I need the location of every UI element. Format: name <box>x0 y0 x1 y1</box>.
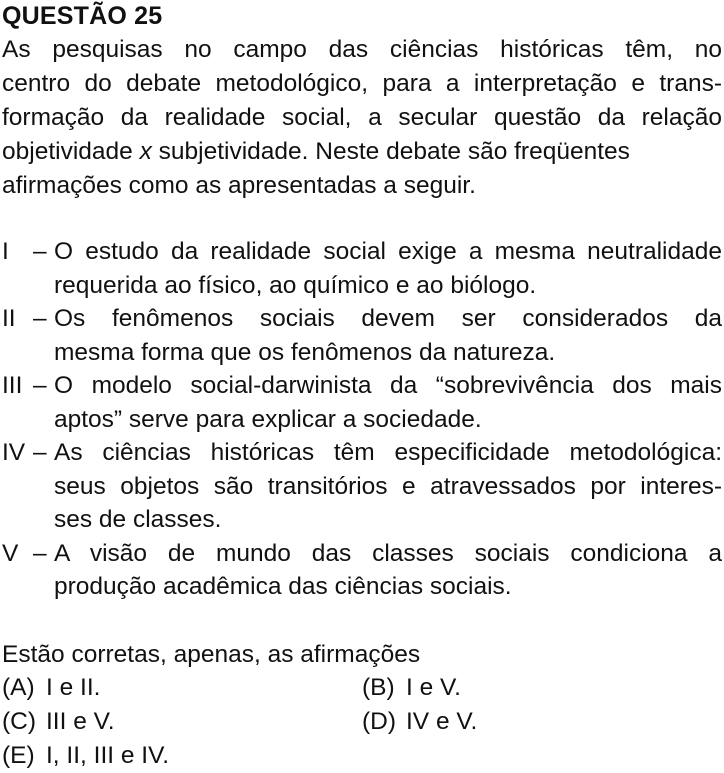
statement-item <box>2 436 722 537</box>
statement-item <box>2 369 722 436</box>
intro-italic-x: x <box>139 138 152 165</box>
intro-line <box>2 135 722 169</box>
answer-options <box>2 671 722 773</box>
statement-text <box>54 235 722 302</box>
statement-line: mesma forma que os fenômenos da natureza. <box>54 338 556 366</box>
statement-number: II <box>2 305 16 332</box>
option-text: IV e V. <box>406 708 478 735</box>
statement-line: Os fenômenos sociais devem ser considerados da <box>54 305 722 332</box>
intro-line: As pesquisas no campo das ciências históricas têm, no <box>2 36 722 63</box>
statement-text <box>54 369 722 436</box>
statement-item <box>2 302 722 369</box>
statement-line: O estudo da realidade social exige a mesma neutralidade <box>54 238 722 265</box>
statement-number: IV <box>2 439 26 466</box>
statement-item <box>2 235 722 302</box>
intro-line: centro do debate metodológico, para a interpretação e trans- <box>2 70 722 97</box>
statements-list <box>2 235 722 604</box>
statement-line: ses de classes. <box>54 506 222 533</box>
option-d[interactable] <box>362 705 722 739</box>
option-letter: (B) <box>362 674 395 701</box>
intro-line: afirmações como as apresentadas a seguir. <box>2 172 476 199</box>
statement-text <box>54 436 722 537</box>
statement-dash: – <box>33 238 47 265</box>
question-title: QUESTÃO 25 <box>2 2 163 30</box>
option-b[interactable] <box>362 671 722 705</box>
intro-line-start <box>2 135 630 169</box>
option-letter: (E) <box>2 742 35 769</box>
option-text: III e V. <box>46 708 115 735</box>
statement-line: produção acadêmica das ciências sociais. <box>54 573 512 600</box>
option-c[interactable] <box>2 705 362 739</box>
statement-line: O modelo social-darwinista da “sobrevivência dos mais <box>54 372 722 399</box>
statement-line: requerida ao físico, ao químico e ao biólogo. <box>54 271 537 299</box>
statement-number: V <box>2 539 19 567</box>
statement-line: A visão de mundo das classes sociais condiciona a <box>54 539 722 567</box>
option-a[interactable] <box>2 671 362 705</box>
options-row <box>2 705 722 739</box>
question-page <box>2 0 722 773</box>
question-intro <box>2 33 722 203</box>
intro-text: subjetividade. Neste debate são freqüentes <box>151 138 630 165</box>
question-prompt: Estão corretas, apenas, as afirmações <box>2 640 421 668</box>
statement-line: aptos” serve para explicar a sociedade. <box>54 405 482 433</box>
statement-dash: – <box>33 372 47 399</box>
statement-number: III <box>2 372 23 399</box>
intro-line: formação da realidade social, a secular questão da relação <box>2 104 722 131</box>
statement-line: As ciências históricas têm especificidade metodológica: <box>54 439 722 466</box>
statement-text <box>54 537 722 604</box>
option-letter: (A) <box>2 674 35 701</box>
statement-number: I <box>2 238 9 265</box>
option-text: I, II, III e IV. <box>46 742 170 769</box>
statement-text <box>54 302 722 369</box>
option-letter: (D) <box>362 708 397 735</box>
intro-text: objetividade <box>2 138 140 165</box>
option-text: I e V. <box>406 674 461 701</box>
option-text: I e II. <box>46 674 101 701</box>
statement-line: seus objetos são transitórios e atravessados por interes- <box>54 472 722 500</box>
statement-dash: – <box>33 539 47 567</box>
options-row <box>2 671 722 705</box>
statement-item <box>2 537 722 604</box>
statement-dash: – <box>33 305 47 332</box>
statement-dash: – <box>33 439 47 466</box>
option-letter: (C) <box>2 708 37 735</box>
